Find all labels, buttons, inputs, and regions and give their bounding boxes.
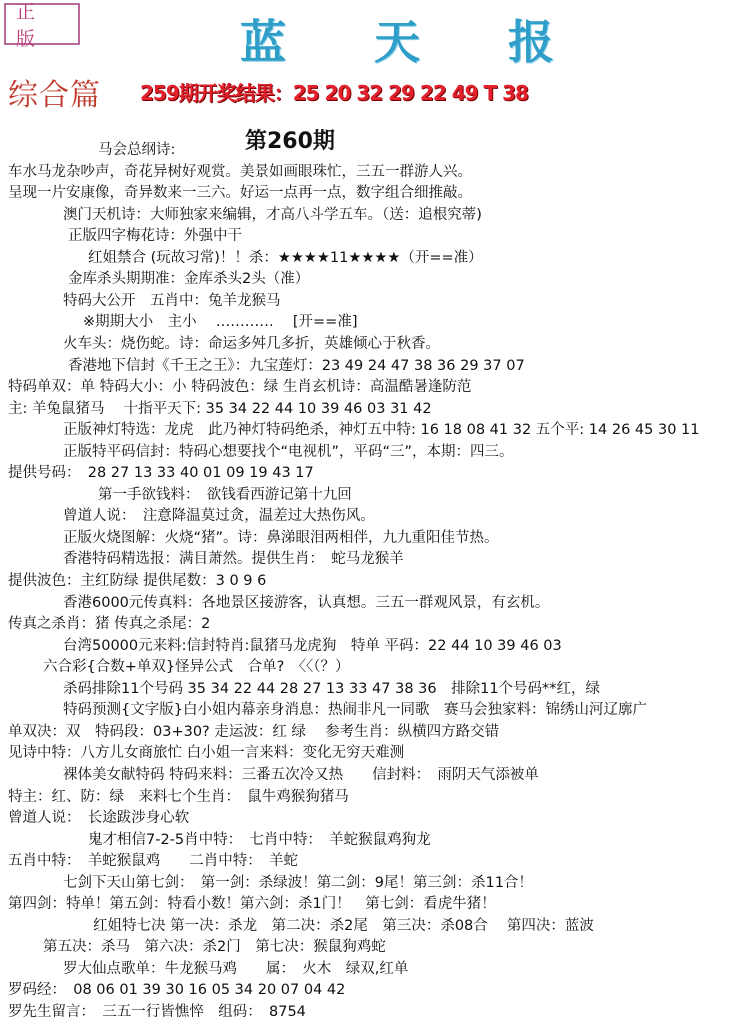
text-line: 特主：红、防：绿 来料七个生肖： 鼠牛鸡猴狗猪马 <box>8 788 349 805</box>
text-line: 火车头：烧伤蛇。诗：命运多舛几多折，英雄倾心于秋香。 <box>63 335 440 352</box>
text-line: 正版四字梅花诗：外强中干 <box>68 228 242 245</box>
text-line: 传真之杀肖：猪 传真之杀尾：2 <box>8 616 211 633</box>
text-line: 提供波色：主红防绿 提供尾数：3 0 9 6 <box>8 573 267 589</box>
text-line: 第一手欲钱料： 欲钱看西游记第十九回 <box>98 486 352 503</box>
section-title: 综合篇 <box>8 78 101 113</box>
masthead-title: 蓝 天 报 <box>240 15 591 69</box>
text-line: 正版特平码信封：特码心想要找个“电视机”，平码“三”，本期：四三。 <box>63 443 514 460</box>
text-line: 特码预测{文字版}白小姐内幕亲身消息：热闹非凡一同歌 赛马会独家料：锦绣山河辽廓广 <box>63 702 647 719</box>
text-line: 金库杀头期期准：金库杀头2头（准） <box>68 271 310 288</box>
text-line: 第四剑：特单！第五剑：特看小数！第六剑：杀1门！ 第七剑：看虎牛猪！ <box>8 896 496 913</box>
text-line: ※期期大小 主小 ………… [开==准] <box>83 314 358 331</box>
text-line: 红姐特七决 第一决：杀龙 第二决：杀2尾 第三决：杀08合 第四决：蓝波 <box>93 917 594 934</box>
text-line: 五肖中特： 羊蛇猴鼠鸡 二肖中特： 羊蛇 <box>8 853 298 870</box>
text-line: 见诗中特：八方儿女商旅忙 白小姐一言来料：变化无穷天难测 <box>8 745 405 762</box>
text-line: 台湾50000元来料:信封特肖:鼠猪马龙虎狗 特单 平码：22 44 10 39 46 03 <box>63 637 562 654</box>
text-line: 曾道人说： 长途跋涉身心软 <box>8 810 190 827</box>
text-line: 六合彩{合数+单双}怪异公式 合单? 〈〈（？） <box>43 659 350 676</box>
text-line: 罗码经： 08 06 01 39 30 16 05 34 20 07 04 42 <box>8 982 346 999</box>
text-line: 特码大公开 五肖中：兔羊龙猴马 <box>63 292 281 309</box>
text-line: 曾道人说： 注意降温莫过贪，温差过大热伤风。 <box>63 508 375 525</box>
text-line: 呈现一片安康像，奇异数来一三六。好运一点再一点，数字组合细推敲。 <box>8 185 472 202</box>
text-line: 裸体美女献特码 特码来料：三番五次冷又热 信封料： 雨阴天气添被单 <box>63 766 539 783</box>
text-line: 车水马龙杂吵声，奇花异树好观赏。美景如画眼珠忙，三五一群游人兴。 <box>8 163 472 180</box>
text-line: 第五决：杀马 第六决：杀2门 第七决：猴鼠狗鸡蛇 <box>43 939 386 956</box>
draw-result-banner: 259期开奖结果：25 20 32 29 22 49 T 38 <box>140 81 528 105</box>
text-line: 正版神灯特选：龙虎 此乃神灯特码绝杀，神灯五中特: 16 18 08 41 32 五个平: 14 26 45 30 11 <box>63 422 700 439</box>
text-line: 七剑下天山第七剑： 第一剑：杀绿波！第二剑：9尾！第三剑：杀11合！ <box>63 874 533 891</box>
text-line: 澳门天机诗：大师独家来编辑，才高八斗学五车。（送：追根究蒂) <box>63 206 482 223</box>
text-line: 单双决：双 特码段：03+30? 走运波：红 绿 参考生肖：纵横四方路交错 <box>8 723 500 740</box>
text-line: 香港特码精选报：满目萧然。提供生肖： 蛇马龙猴羊 <box>63 551 404 568</box>
issue-number: 第260期 <box>245 129 335 154</box>
text-line: 马会总纲诗: <box>98 142 176 158</box>
text-line: 鬼才相信7-2-5肖中特： 七肖中特： 羊蛇猴鼠鸡狗龙 <box>88 831 431 848</box>
genuine-stamp: 正 版 <box>4 3 80 45</box>
text-line: 红姐禁合 (玩故习常)！！杀：★★★★11★★★★（开==准） <box>88 249 483 266</box>
text-line: 提供号码： 28 27 13 33 40 01 09 19 43 17 <box>8 465 314 482</box>
text-line: 主: 羊兔鼠猪马 十指平天下: 35 34 22 44 10 39 46 03 31 42 <box>8 400 432 417</box>
text-line: 香港6000元传真料：各地景区接游客，认真想。三五一群观风景，有玄机。 <box>63 594 550 611</box>
text-line: 正版火烧图解：火烧“猪”。诗：鼻涕眼泪两相伴，九九重阳佳节热。 <box>63 529 499 546</box>
text-line: 杀码排除11个号码 35 34 22 44 28 27 13 33 47 38 36 排除11个号码**红，绿 <box>63 680 601 697</box>
text-line: 特码单双：单 特码大小：小 特码波色：绿 生肖玄机诗：高温酷暑逢防范 <box>8 379 472 396</box>
text-line: 罗大仙点歌单：牛龙猴马鸡 属： 火木 绿双,红单 <box>63 960 409 977</box>
text-line: 香港地下信封《千王之王》：九宝莲灯：23 49 24 47 38 36 29 37 07 <box>68 357 525 374</box>
text-line: 罗先生留言： 三五一行皆憔悴 组码： 8754 <box>8 1004 306 1020</box>
